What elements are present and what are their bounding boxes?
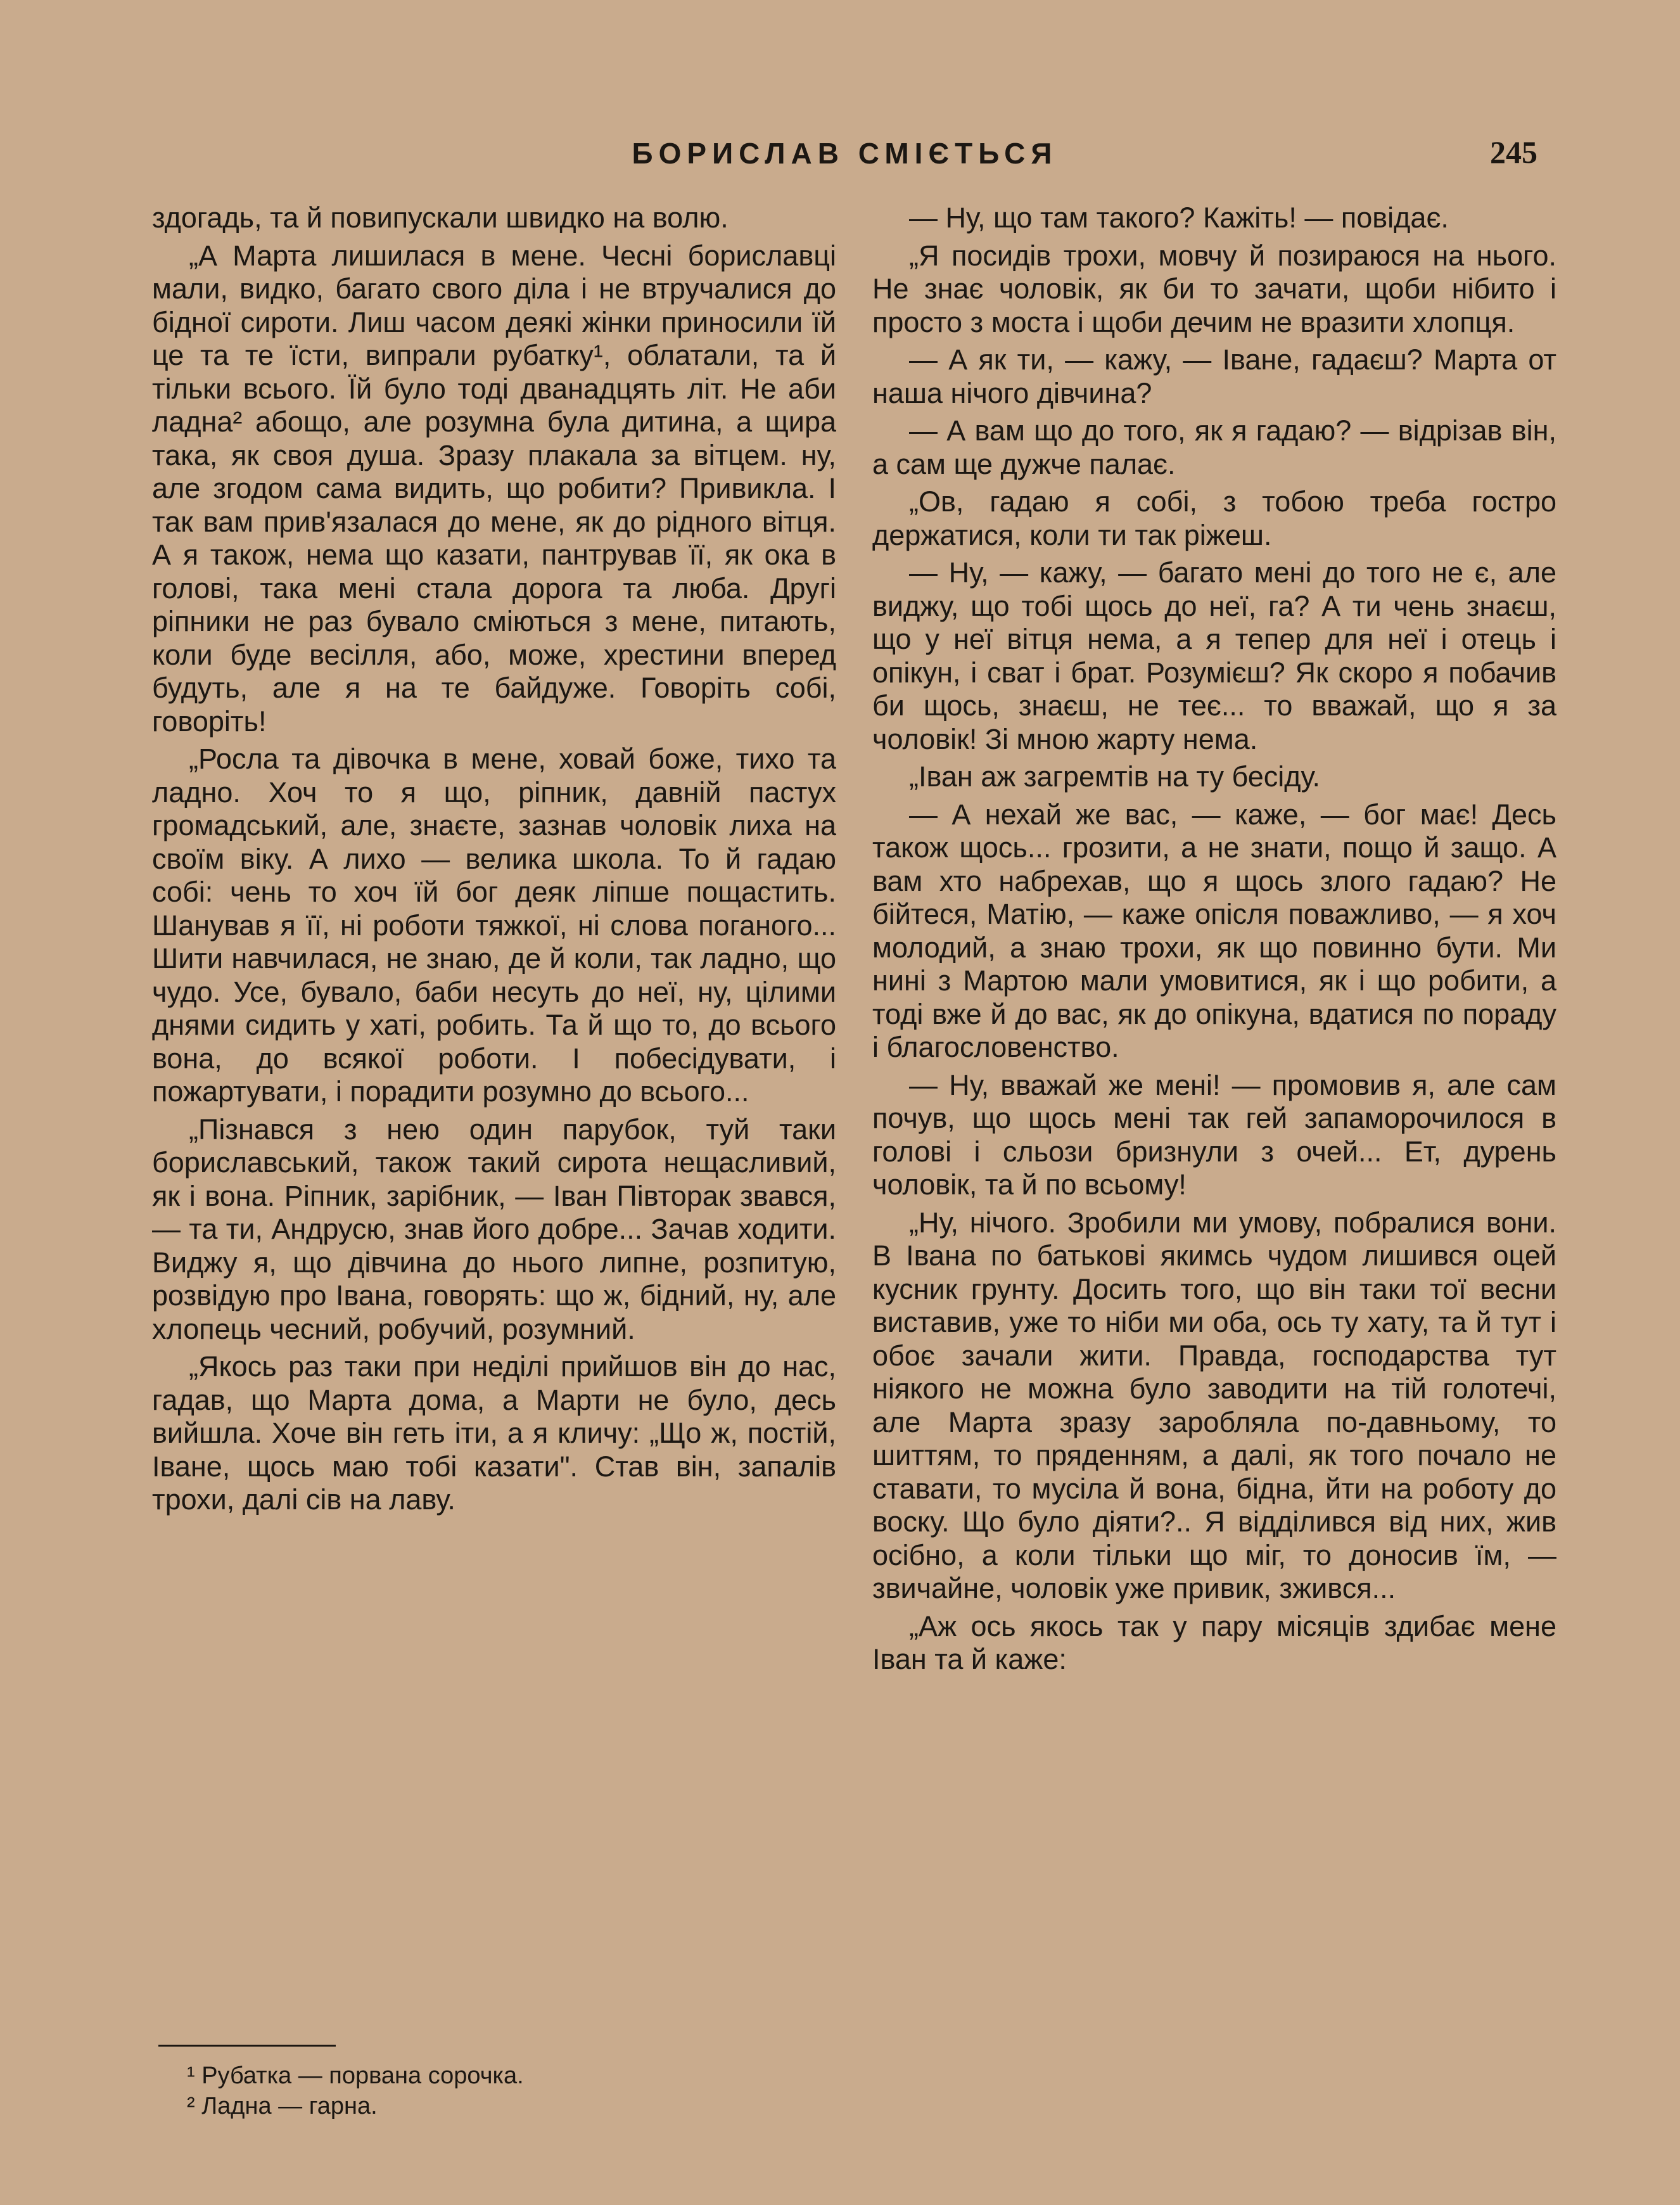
paragraph: „Я посидів трохи, мовчу й позираюся на нього. Не знає чоловік, як би то зачати, щоби нібито і просто з моста і щоби дечим не вразити хлопця.	[872, 239, 1556, 338]
paragraph: „А Марта лишилася в мене. Чесні бориславці мали, видко, багато свого діла і не втручалися до бідної сироти. Лиш часом деякі жінки приносили їй це та те їсти, випрали рубатку¹, облатали, та й тільки всього. Їй було тоді дванадцять літ. Не аби ладна² абощо, але розумна була дитина, а щира така, як своя душа. Зразу плакала за вітцем. ну, але згодом сама видить, що робити? Привикла. І так вам прив'язалася до мене, як до рідного вітця. А я також, нема що казати, пантрував її, як ока в голові, така мені стала дорога та люба. Другі ріпники не раз бувало сміються з мене, питають, коли буде весілля, або, може, хрестини вперед будуть, але я на те байдуже. Говоріть собі, говоріть!	[152, 239, 836, 738]
footnotes	[187, 2061, 820, 2121]
footnote: ² Ладна — гарна.	[187, 2093, 378, 2119]
paragraph: „Якось раз таки при неділі прийшов він до нас, гадав, що Марта дома, а Марти не було, десь вийшла. Хоче він геть іти, а я кличу: „Що ж, постій, Іване, щось маю тобі казати". Став він, запалів трохи, далі сів на лаву.	[152, 1350, 836, 1516]
footnote-divider	[158, 2045, 336, 2047]
running-title: БОРИСЛАВ СМІЄТЬСЯ	[632, 137, 1058, 170]
footnote: ¹ Рубатка — порвана сорочка.	[187, 2062, 524, 2089]
paragraph: — А як ти, — кажу, — Іване, гадаєш? Марта от наша нічого дівчина?	[872, 343, 1556, 409]
paragraph: — Ну, що там такого? Кажіть! — повідає.	[909, 201, 1449, 234]
paragraph: — А нехай же вас, — каже, — бог має! Десь також щось... грозити, а не знати, пощо й защо. А вам хто набрехав, що я щось злого гадаю? Не бійтеся, Матію, — каже опісля поважливо, — я хоч молодий, а знаю трохи, як що повинно бути. Ми нині з Мартою мали умовитися, як і що робити, а тоді вже й до вас, як до опікуна, вдатися по пораду і благословенство.	[872, 798, 1556, 1063]
paragraph: — Ну, вважай же мені! — промовив я, але сам почув, що щось мені так гей запаморочилося в голові і сльози бризнули з очей... Ет, дурень чоловік, та й по всьому!	[872, 1068, 1556, 1201]
page-header	[152, 136, 1537, 174]
paragraph: „Іван аж загремтів на ту бесіду.	[909, 760, 1321, 793]
paragraph: „Росла та дівочка в мене, ховай боже, тихо та ладно. Хоч то я що, ріпник, давній пастух громадський, але, знаєте, зазнав чоловік лиха на своїм віку. А лихо — велика школа. То й гадаю собі: чень то хоч їй бог деяк ліпше пощастить. Шанував я її, ні роботи тяжкої, ні слова поганого... Шити навчилася, не знаю, де й коли, так ладно, що чудо. Усе, бувало, баби несуть до неї, ну, цілими днями сидить у хаті, робить. Та й що то, до всього вона, до всякої роботи. І побесідувати, і пожартувати, і порадити розумно до всього...	[152, 743, 836, 1108]
paragraph: „Аж ось якось так у пару місяців здибає мене Іван та й каже:	[872, 1609, 1556, 1675]
paragraph: здогадь, та й повипускали швидко на волю.	[152, 201, 729, 234]
paragraph: „Ну, нічого. Зробили ми умову, побралися вони. В Івана по батькові якимсь чудом лишився оцей кусник грунту. Досить того, що він таки тої весни виставив, уже то ніби ми оба, ось ту хату, та й тут і обоє зачали жити. Правда, господарства тут ніякого не можна було заводити на тій голотечі, але Марта зразу заробляла по-давньому, то шиттям, то пряденням, а далі, як того почало не ставати, то мусіла й вона, бідна, йти на роботу до воску. Що було діяти?.. Я відділився від них, жив осібно, а коли тільки що міг, то доносив їм, — звичайне, чоловік уже привик, зжився...	[872, 1206, 1556, 1604]
paragraph: — Ну, — кажу, — багато мені до того не є, але виджу, що тобі щось до неї, га? А ти чень знаєш, що у неї вітця нема, а я тепер для неї і отець і опікун, і сват і брат. Розумієш? Як скоро я побачив би щось, знаєш, не теє... то вважай, що я за чоловік! Зі мною жарту нема.	[872, 556, 1556, 755]
page-number: 245	[1490, 134, 1537, 170]
right-column	[872, 201, 1556, 1681]
paragraph: „Ов, гадаю я собі, з тобою треба гостро держатися, коли ти так ріжеш.	[872, 485, 1556, 551]
paragraph: — А вам що до того, як я гадаю? — відрізав він, а сам ще дужче палає.	[872, 414, 1556, 480]
paragraph: „Пізнався з нею один парубок, туй таки бориславський, також такий сирота нещасливий, як і вона. Ріпник, зарібник, — Іван Півторак звався, — та ти, Андрусю, знав його добре... Зачав ходити. Виджу я, що дівчина до нього липне, розпитую, розвідую про Івана, говорять: що ж, бідний, ну, але хлопець чесний, робучий, розумний.	[152, 1113, 836, 1345]
left-column	[152, 201, 836, 1521]
